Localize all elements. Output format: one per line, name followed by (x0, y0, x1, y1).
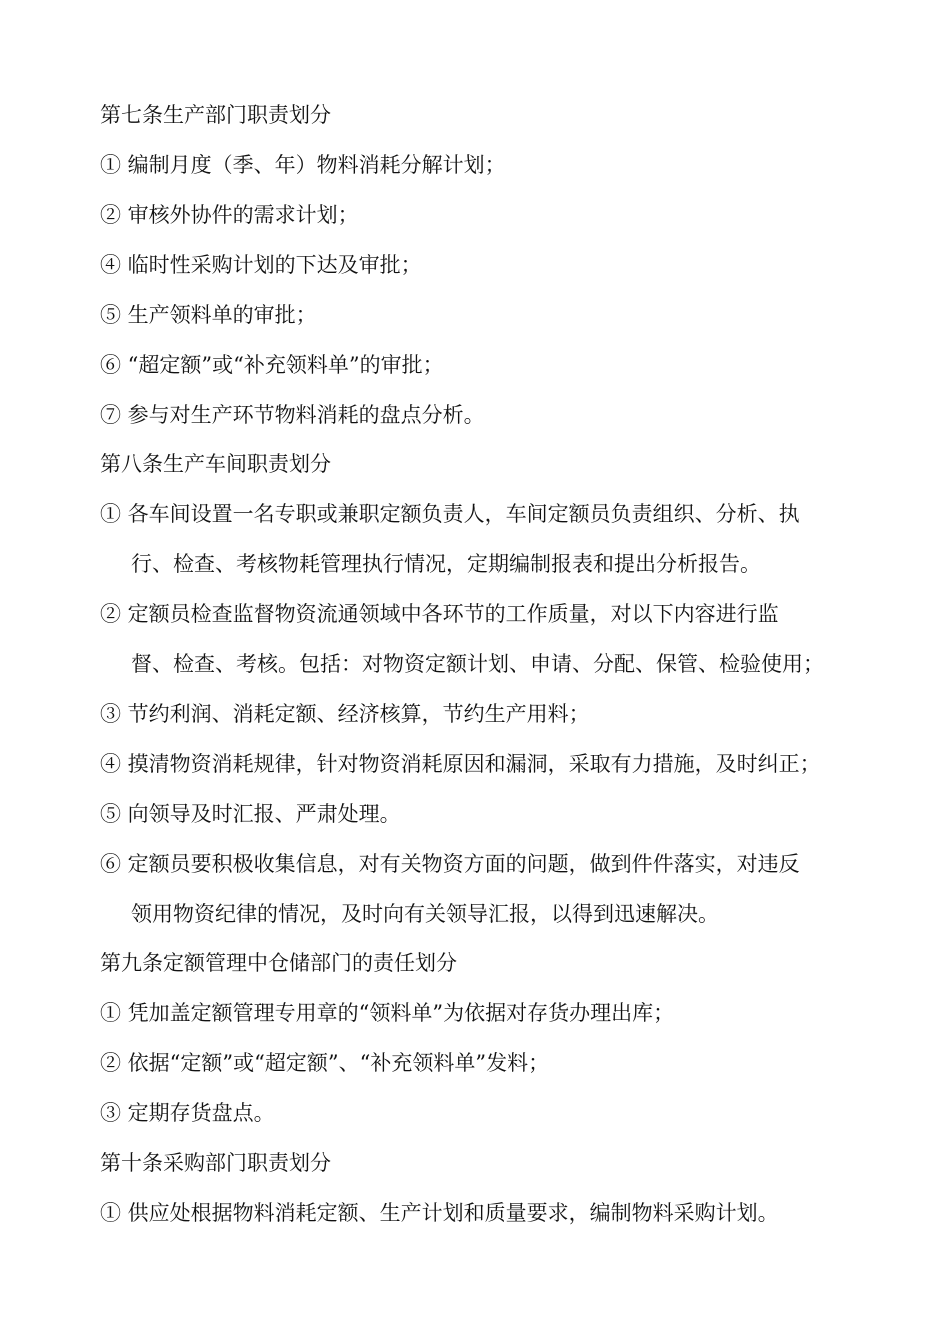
list-item-continuation: 领用物资纪律的情况，及时向有关领导汇报，以得到迅速解决。 (131, 902, 719, 926)
section-heading-9: 第九条定额管理中仓储部门的责任划分 (100, 951, 457, 975)
list-item-continuation: 督、检查、考核。包括：对物资定额计划、申请、分配、保管、检验使用； (131, 652, 824, 676)
list-item: ③ 节约利润、消耗定额、经济核算，节约生产用料； (100, 702, 590, 726)
list-item: ③ 定期存货盘点。 (100, 1101, 275, 1125)
section-heading-8: 第八条生产车间职责划分 (100, 452, 331, 476)
list-item-continuation: 行、检查、考核物耗管理执行情况，定期编制报表和提出分析报告。 (131, 552, 761, 576)
section-heading-10: 第十条采购部门职责划分 (100, 1151, 331, 1175)
list-item: ④ 临时性采购计划的下达及审批； (100, 253, 422, 277)
list-item: ① 凭加盖定额管理专用章的“领料单”为依据对存货办理出库； (100, 1001, 675, 1025)
list-item: ⑥ “超定额”或“补充领料单”的审批； (100, 353, 444, 377)
list-item: ② 依据“定额”或“超定额”、“补充领料单”发料； (100, 1051, 550, 1075)
list-item: ① 供应处根据物料消耗定额、生产计划和质量要求，编制物料采购计划。 (100, 1201, 779, 1225)
section-heading-7: 第七条生产部门职责划分 (100, 103, 331, 127)
list-item: ② 定额员检查监督物资流通领域中各环节的工作质量，对以下内容进行监 (100, 602, 779, 626)
list-item: ① 各车间设置一名专职或兼职定额负责人，车间定额员负责组织、分析、执 (100, 502, 800, 526)
list-item: ④ 摸清物资消耗规律，针对物资消耗原因和漏洞，采取有力措施，及时纠正； (100, 752, 821, 776)
list-item: ⑦ 参与对生产环节物料消耗的盘点分析。 (100, 403, 485, 427)
list-item: ① 编制月度（季、年）物料消耗分解计划； (100, 153, 506, 177)
list-item: ⑤ 生产领料单的审批； (100, 303, 317, 327)
list-item: ⑤ 向领导及时汇报、严肃处理。 (100, 802, 401, 826)
list-item: ⑥ 定额员要积极收集信息，对有关物资方面的问题，做到件件落实，对违反 (100, 852, 800, 876)
list-item: ② 审核外协件的需求计划； (100, 203, 359, 227)
